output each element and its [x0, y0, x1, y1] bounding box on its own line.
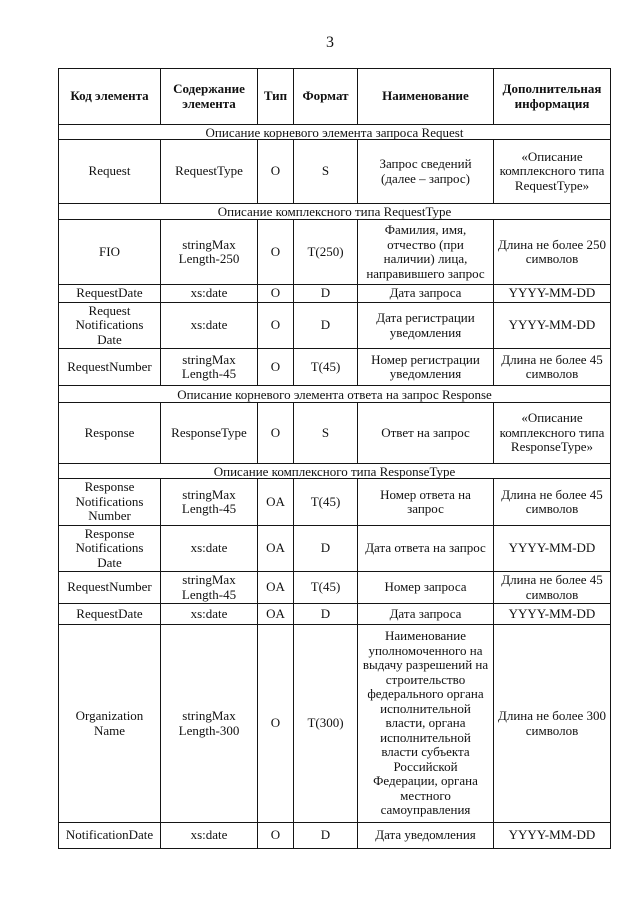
format-cell: T(45)	[294, 479, 358, 526]
header-element-code: Код элемента	[59, 69, 161, 125]
table-row	[59, 479, 611, 526]
name-cell: Номер регистрации уведомления	[358, 349, 494, 386]
additional-info-cell: «Описание комплексного типа ResponseType»	[494, 403, 611, 464]
page-number: 3	[326, 34, 334, 51]
table-row	[59, 526, 611, 572]
element-content-cell: stringMax Length-250	[161, 220, 258, 285]
type-cell: O	[258, 285, 294, 303]
format-cell: T(300)	[294, 625, 358, 823]
name-cell: Фамилия, имя, отчество (при наличии) лица, направившего запрос	[358, 220, 494, 285]
table-row	[59, 285, 611, 303]
header-element-content: Содержание элемента	[161, 69, 258, 125]
element-code-cell: Response Notifications Number	[59, 479, 161, 526]
type-cell: O	[258, 349, 294, 386]
element-code-cell: Response Notifications Date	[59, 526, 161, 572]
type-cell: O	[258, 625, 294, 823]
name-cell: Дата уведомления	[358, 823, 494, 849]
name-cell: Дата запроса	[358, 604, 494, 625]
element-code-cell: Response	[59, 403, 161, 464]
header-row	[59, 69, 611, 125]
type-cell: O	[258, 140, 294, 204]
type-cell: OA	[258, 526, 294, 572]
additional-info-cell: YYYY-MM-DD	[494, 285, 611, 303]
table-row	[59, 625, 611, 823]
additional-info-cell: YYYY-MM-DD	[494, 526, 611, 572]
additional-info-cell: Длина не более 250 символов	[494, 220, 611, 285]
section-heading: Описание корневого элемента запроса Request	[59, 125, 611, 140]
name-cell: Наименование уполномоченного на выдачу разрешений на строительство федерального органа исполнительной власти, органа исполнительной власти субъекта Российской Федерации, органа местного самоуправления	[358, 625, 494, 823]
format-cell: D	[294, 823, 358, 849]
type-cell: OA	[258, 604, 294, 625]
name-cell: Дата регистрации уведомления	[358, 303, 494, 349]
additional-info-cell: YYYY-MM-DD	[494, 303, 611, 349]
section-heading: Описание корневого элемента ответа на запрос Response	[59, 386, 611, 403]
name-cell: Ответ на запрос	[358, 403, 494, 464]
additional-info-cell: «Описание комплексного типа RequestType»	[494, 140, 611, 204]
section-row	[59, 464, 611, 479]
section-heading: Описание комплексного типа ResponseType	[59, 464, 611, 479]
name-cell: Дата ответа на запрос	[358, 526, 494, 572]
header-format: Формат	[294, 69, 358, 125]
additional-info-cell: Длина не более 45 символов	[494, 349, 611, 386]
name-cell: Запрос сведений (далее – запрос)	[358, 140, 494, 204]
element-content-cell: ResponseType	[161, 403, 258, 464]
format-cell: D	[294, 604, 358, 625]
additional-info-cell: Длина не более 45 символов	[494, 572, 611, 604]
table-row	[59, 220, 611, 285]
element-code-cell: Request	[59, 140, 161, 204]
name-cell: Номер запроса	[358, 572, 494, 604]
specification-table	[58, 68, 611, 849]
table-row	[59, 140, 611, 204]
format-cell: D	[294, 285, 358, 303]
element-content-cell: stringMax Length-45	[161, 572, 258, 604]
section-row	[59, 125, 611, 140]
element-code-cell: NotificationDate	[59, 823, 161, 849]
element-content-cell: xs:date	[161, 285, 258, 303]
additional-info-cell: Длина не более 300 символов	[494, 625, 611, 823]
format-cell: T(45)	[294, 572, 358, 604]
element-content-cell: xs:date	[161, 823, 258, 849]
type-cell: O	[258, 220, 294, 285]
header-additional-info: Дополнительная информация	[494, 69, 611, 125]
table-row	[59, 572, 611, 604]
type-cell: OA	[258, 479, 294, 526]
element-code-cell: Request Notifications Date	[59, 303, 161, 349]
name-cell: Номер ответа на запрос	[358, 479, 494, 526]
table-row	[59, 403, 611, 464]
section-row	[59, 386, 611, 403]
format-cell: S	[294, 140, 358, 204]
header-name: Наименование	[358, 69, 494, 125]
element-content-cell: xs:date	[161, 604, 258, 625]
type-cell: O	[258, 403, 294, 464]
additional-info-cell: Длина не более 45 символов	[494, 479, 611, 526]
format-cell: T(45)	[294, 349, 358, 386]
format-cell: D	[294, 303, 358, 349]
element-content-cell: stringMax Length-300	[161, 625, 258, 823]
additional-info-cell: YYYY-MM-DD	[494, 604, 611, 625]
table-row	[59, 349, 611, 386]
element-code-cell: RequestDate	[59, 604, 161, 625]
section-row	[59, 204, 611, 220]
element-content-cell: stringMax Length-45	[161, 479, 258, 526]
element-content-cell: stringMax Length-45	[161, 349, 258, 386]
format-cell: S	[294, 403, 358, 464]
element-content-cell: RequestType	[161, 140, 258, 204]
format-cell: T(250)	[294, 220, 358, 285]
element-code-cell: FIO	[59, 220, 161, 285]
table-row	[59, 823, 611, 849]
element-code-cell: Organization Name	[59, 625, 161, 823]
type-cell: O	[258, 303, 294, 349]
section-heading: Описание комплексного типа RequestType	[59, 204, 611, 220]
element-code-cell: RequestNumber	[59, 349, 161, 386]
table-header	[59, 69, 611, 125]
element-code-cell: RequestDate	[59, 285, 161, 303]
type-cell: O	[258, 823, 294, 849]
header-type: Тип	[258, 69, 294, 125]
format-cell: D	[294, 526, 358, 572]
name-cell: Дата запроса	[358, 285, 494, 303]
element-code-cell: RequestNumber	[59, 572, 161, 604]
element-content-cell: xs:date	[161, 526, 258, 572]
additional-info-cell: YYYY-MM-DD	[494, 823, 611, 849]
table-row	[59, 303, 611, 349]
table-row	[59, 604, 611, 625]
element-content-cell: xs:date	[161, 303, 258, 349]
table-body	[59, 125, 611, 849]
type-cell: OA	[258, 572, 294, 604]
